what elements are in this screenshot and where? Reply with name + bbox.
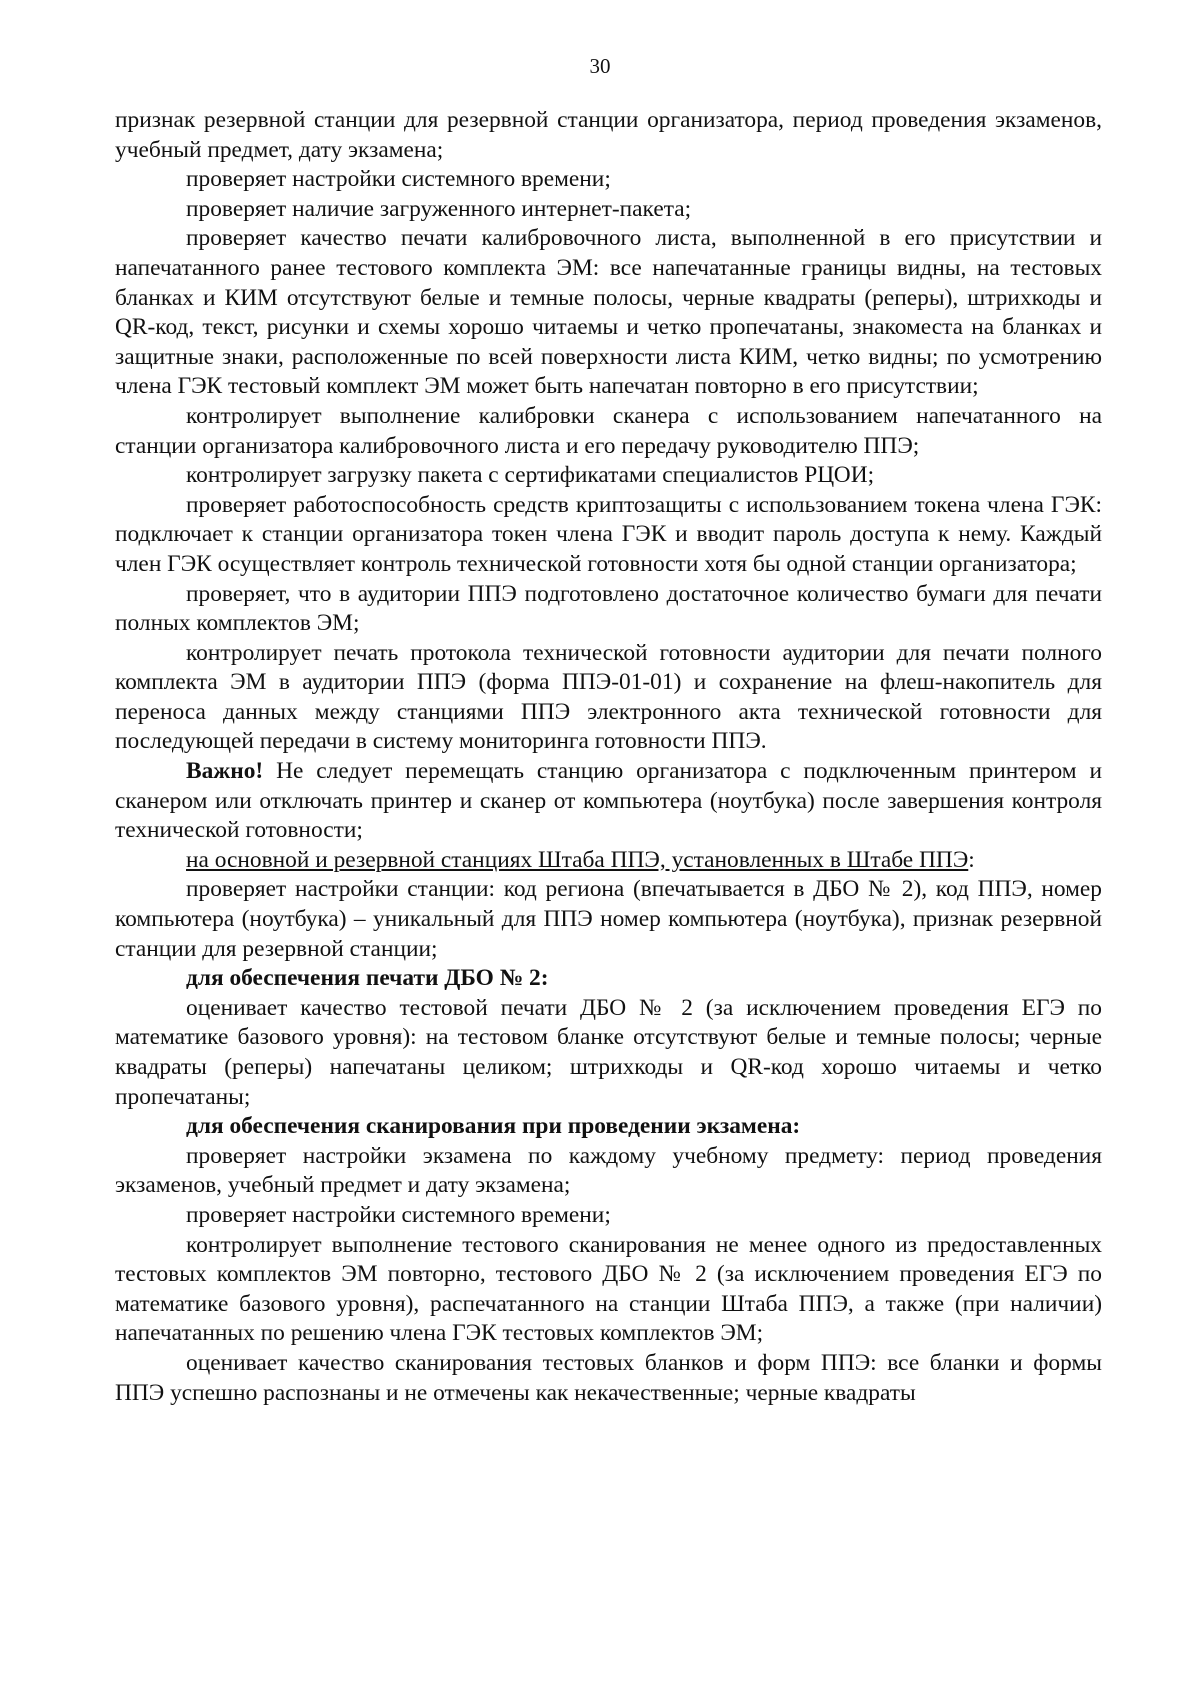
paragraph: контролирует выполнение тестового сканирования не менее одного из предоставленных тестовых комплектов ЭМ повторно, тестового ДБО № 2 (за исключением проведения ЕГЭ по математике базового уровня), распечатанного на станции Штаба ППЭ, а также (при наличии) напечатанных по решению члена ГЭК тестовых комплектов ЭМ;	[115, 1231, 1102, 1347]
section-heading-underlined: на основной и резервной станциях Штаба ППЭ, установленных в Штабе ППЭ	[186, 846, 969, 873]
paragraph: проверяет настройки системного времени;	[186, 166, 611, 193]
important-label: Важно!	[186, 758, 264, 785]
paragraph: признак резервной станции для резервной станции организатора, период проведения экзаменов, учебный предмет, дату экзамена;	[115, 107, 1102, 163]
paragraph: проверяет настройки системного времени;	[186, 1201, 611, 1228]
section-heading-paragraph	[115, 846, 1102, 876]
page-number: 30	[589, 54, 611, 78]
bold-subheading: для обеспечения печати ДБО № 2:	[186, 965, 549, 992]
paragraph: контролирует печать протокола технической готовности аудитории для печати полного комплекта ЭМ в аудитории ППЭ (форма ППЭ-01-01) и сохранение на флеш-накопитель для переноса данных между станциями ППЭ электронного акта технической готовности для последующей передачи в систему мониторинга готовности ППЭ.	[115, 639, 1102, 755]
paragraph: проверяет настройки экзамена по каждому учебному предмету: период проведения экзаменов, учебный предмет и дату экзамена;	[115, 1142, 1102, 1199]
paragraph: проверяет, что в аудитории ППЭ подготовлено достаточное количество бумаги для печати полных комплектов ЭМ;	[115, 580, 1102, 637]
bold-subheading: для обеспечения сканирования при проведении экзамена:	[186, 1113, 801, 1140]
document-body	[115, 106, 1102, 1408]
paragraph: контролирует загрузку пакета с сертификатами специалистов РЦОИ;	[186, 462, 875, 489]
paragraph: оценивает качество сканирования тестовых бланков и форм ППЭ: все бланки и формы ППЭ успешно распознаны и не отмечены как некачественные; черные квадраты	[115, 1349, 1102, 1406]
paragraph: проверяет работоспособность средств криптозащиты с использованием токена члена ГЭК: подключает к станции организатора токен члена ГЭК и вводит пароль доступа к нему. Каждый член ГЭК осуществляет контроль технической готовности хотя бы одной станции организатора;	[115, 491, 1102, 577]
paragraph: оценивает качество тестовой печати ДБО № 2 (за исключением проведения ЕГЭ по математике базового уровня): на тестовом бланке отсутствуют белые и темные полосы; черные квадраты (реперы) напечатаны целиком; штрихкоды и QR-код хорошо читаемы и четко пропечатаны;	[115, 994, 1102, 1110]
paragraph: проверяет качество печати калибровочного листа, выполненной в его присутствии и напечатанного ранее тестового комплекта ЭМ: все напечатанные границы видны, на тестовых бланках и КИМ отсутствуют белые и темные полосы, черные квадраты (реперы), штрихкоды и QR-код, текст, рисунки и схемы хорошо читаемы и четко пропечатаны, знакоместа на бланках и защитные знаки, расположенные по всей поверхности листа КИМ, четко видны; по усмотрению члена ГЭК тестовый комплект ЭМ может быть напечатан повторно в его присутствии;	[115, 225, 1102, 400]
paragraph: проверяет настройки станции: код региона (впечатывается в ДБО № 2), код ППЭ, номер компьютера (ноутбука) – уникальный для ППЭ номер компьютера (ноутбука), признак резервной станции для резервной станции;	[115, 876, 1102, 962]
section-heading-suffix: :	[968, 846, 975, 873]
paragraph: проверяет наличие загруженного интернет-пакета;	[186, 195, 692, 222]
paragraph: контролирует выполнение калибровки сканера с использованием напечатанного на станции организатора калибровочного листа и его передачу руководителю ППЭ;	[115, 402, 1102, 459]
important-note-text: Не следует перемещать станцию организатора с подключенным принтером и сканером или отключать принтер и сканер от компьютера (ноутбука) после завершения контроля технической готовности;	[115, 758, 1102, 844]
important-note-paragraph	[115, 757, 1102, 846]
